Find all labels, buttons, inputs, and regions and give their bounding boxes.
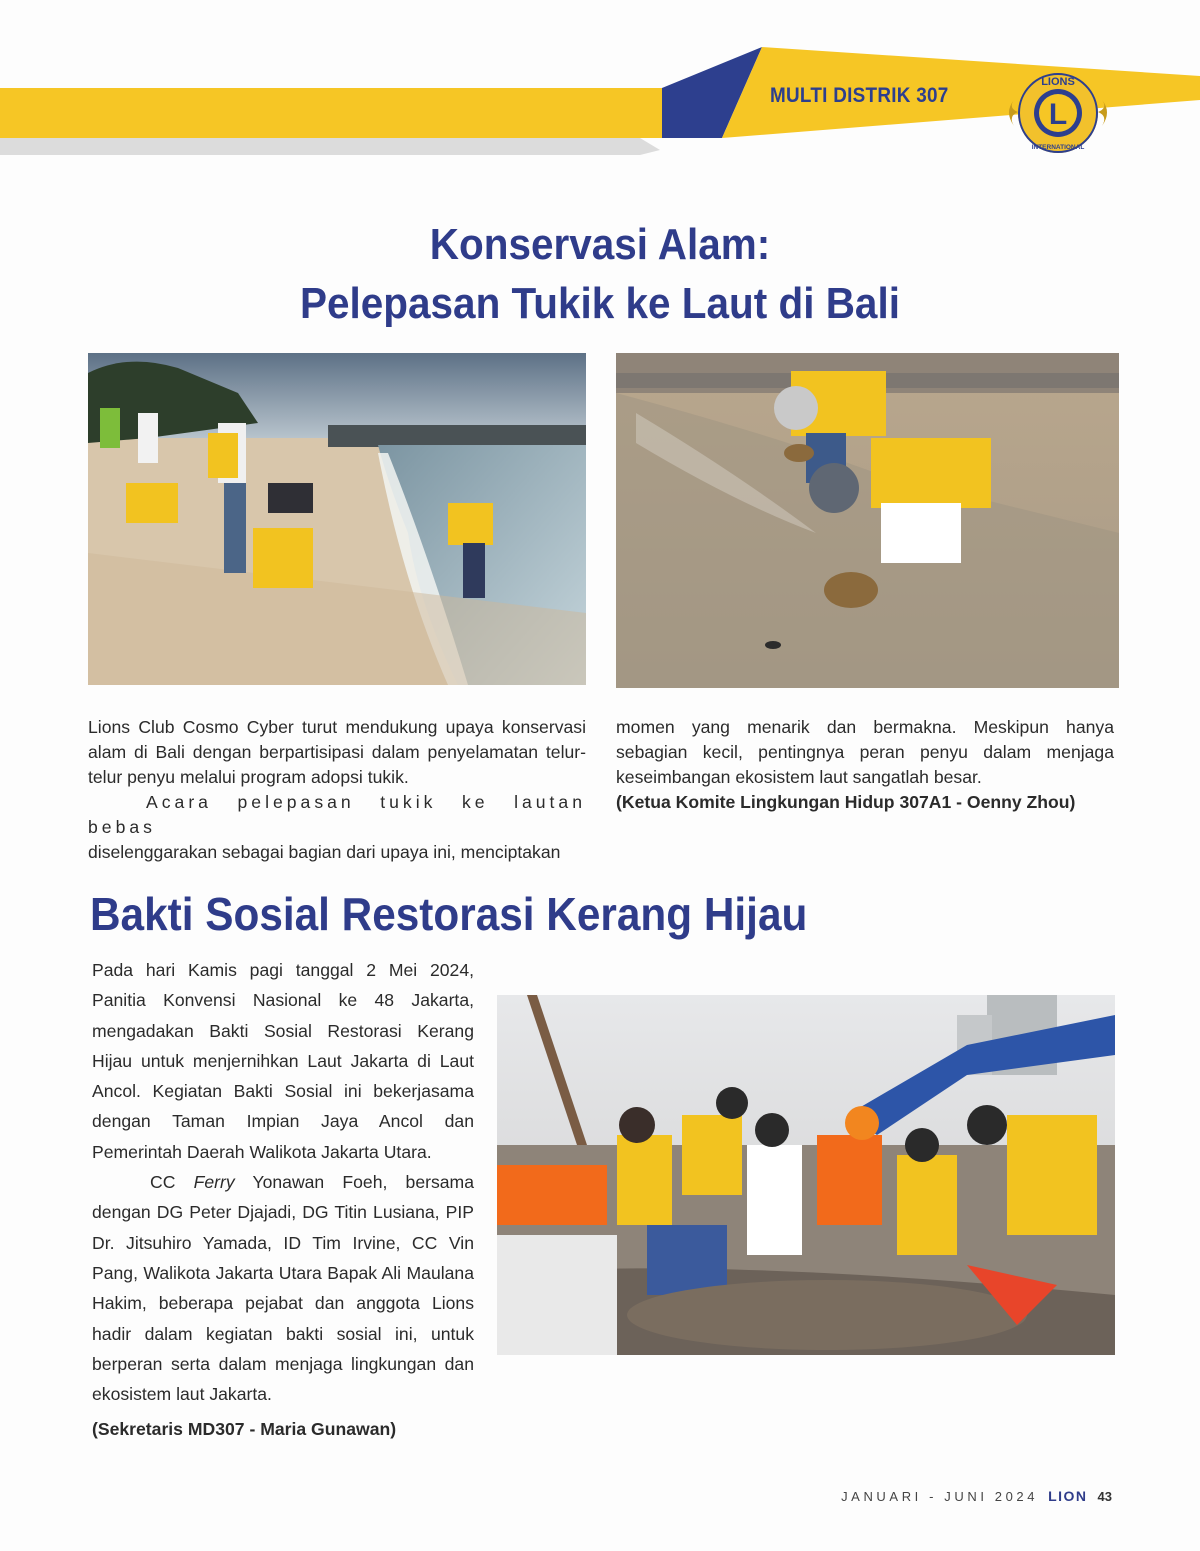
article2-paragraph-2-rest: Yonawan Foeh, bersama dengan DG Peter Djajadi, DG Titin Lusiana, PIP Dr. Jitsuhiro Yamada, ID Tim Irvine, CC Vin Pang, Walikota Jakarta Utara Bapak Ali Maulana Hakim, beberapa pejabat dan anggota Lions hadir dalam kegiatan bakti sosial ini, untuk berperan serta dalam menjaga lingkungan dan ekosistem laut Jakarta. (92, 1172, 474, 1405)
article2-paragraph-2 (92, 1167, 474, 1409)
article1-paragraph-1: Lions Club Cosmo Cyber turut mendukung upaya konservasi alam di Bali dengan berpartisipasi dalam penyelamatan telur-telur penyu melalui program adopsi tukik. (88, 717, 586, 787)
lions-logo (1000, 60, 1116, 166)
photo-green-mussel-restoration (497, 995, 1115, 1355)
page-number: 43 (1097, 1489, 1112, 1504)
photo-turtle-release-closeup (616, 353, 1119, 688)
article2-paragraph-2-italic: Ferry (193, 1172, 235, 1193)
article1-paragraph-3: momen yang menarik dan bermakna. Meskipun hanya sebagian kecil, pentingnya peran penyu dalam menjaga keseimbangan ekosistem laut sangatlah besar. (616, 717, 1114, 787)
logo-letter: L (1048, 98, 1068, 131)
article1-paragraph-2-rest: diselenggarakan sebagai bagian dari upaya ini, menciptakan (88, 842, 561, 862)
article1-title-line2: Pelepasan Tukik ke Laut di Bali (300, 279, 900, 328)
article1-column-left (88, 715, 586, 865)
header-band (0, 0, 1200, 170)
footer-magazine-name: LION (1048, 1488, 1088, 1504)
article1-paragraph-2 (88, 790, 586, 865)
district-label: MULTI DISTRIK 307 (770, 84, 949, 107)
article2-paragraph-2-lead: CC (150, 1172, 194, 1193)
photo-turtle-release-beach (88, 353, 586, 685)
logo-text-bottom: INTERNATIONAL (1031, 144, 1085, 151)
article2-paragraph-1: Pada hari Kamis pagi tanggal 2 Mei 2024, Panitia Konvensi Nasional ke 48 Jakarta, mengadakan Bakti Sosial Restorasi Kerang Hijau untuk menjernihkan Laut Jakarta di Laut Ancol. Kegiatan Bakti Sosial ini bekerjasama dengan Taman Impian Jaya Ancol dan Pemerintah Daerah Walikota Jakarta Utara. (92, 960, 474, 1162)
article2-title: Bakti Sosial Restorasi Kerang Hijau (90, 888, 808, 940)
article1-paragraph-2-first-line: Acara pelepasan tukik ke lautan bebas (88, 792, 586, 837)
article1-column-right (616, 715, 1114, 815)
logo-text-top: LIONS (1041, 76, 1075, 88)
article2-column (92, 955, 474, 1443)
article1-title-line1: Konservasi Alam: (429, 220, 771, 269)
article1-signature: (Ketua Komite Lingkungan Hidup 307A1 - Oenny Zhou) (616, 792, 1076, 812)
page-footer (841, 1488, 1112, 1504)
article2-signature: (Sekretaris MD307 - Maria Gunawan) (92, 1419, 397, 1440)
footer-date: JANUARI - JUNI 2024 (841, 1489, 1039, 1504)
